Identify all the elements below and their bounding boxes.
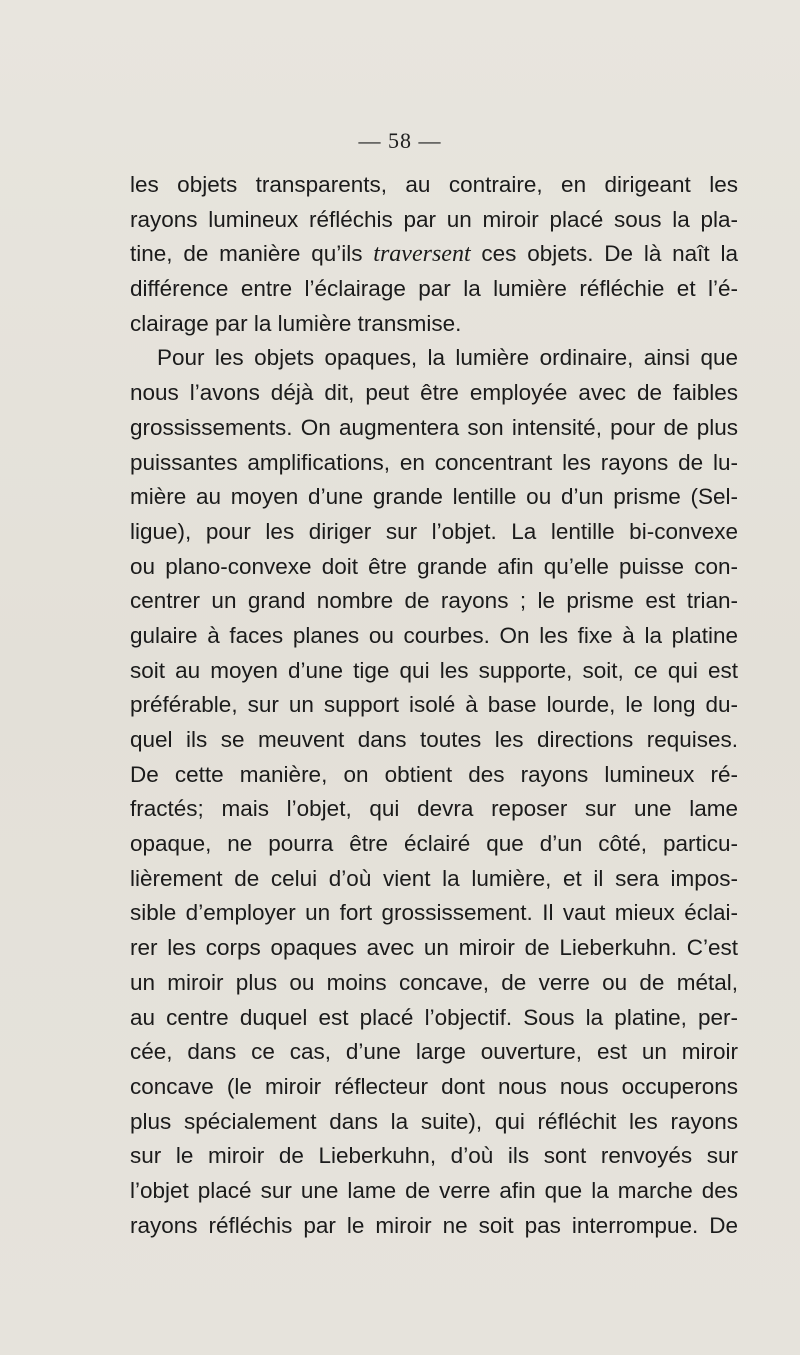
- text-line: quel ils se meuvent dans toutes les directions requises.: [130, 727, 738, 752]
- text-line: rayons réfléchis par le miroir ne soit pas interrompue. De: [130, 1212, 738, 1238]
- text-segment: ces objets. De là naît la: [470, 241, 738, 267]
- text-line: puissantes amplifications, en concentrant les rayons de lu-: [130, 449, 738, 475]
- text-line: rayons lumineux réfléchis par un miroir placé sous la pla-: [130, 206, 738, 232]
- text-line: l’objet placé sur une lame de verre afin que la marche des: [130, 1177, 738, 1203]
- text-line: ligue), pour les diriger sur l’objet. La lentille bi-convexe: [130, 518, 738, 544]
- text-line: opaque, ne pourra être éclairé que d’un côté, particu-: [130, 831, 738, 857]
- text-line: nous l’avons déjà dit, peut être employée avec de faibles: [130, 380, 738, 406]
- italic-word: traversent: [373, 241, 471, 268]
- text-line: fractés; mais l’objet, qui devra reposer sur une lame: [130, 796, 738, 822]
- body-text: [130, 168, 738, 1243]
- text-line: concave (le miroir réflecteur dont nous nous occuperons: [130, 1073, 738, 1099]
- text-line: différence entre l’éclairage par la lumière réfléchie et l’é-: [130, 276, 738, 302]
- text-line: lièrement de celui d’où vient la lumière, et il sera impos-: [130, 865, 738, 891]
- text-line: clairage par la lumière transmise.: [130, 310, 462, 336]
- text-line: sur le miroir de Lieberkuhn, d’où ils sont renvoyés sur: [130, 1143, 738, 1169]
- text-line: ou plano-convexe doit être grande afin qu’elle puisse con-: [130, 553, 738, 579]
- page-number: — 58 —: [358, 128, 442, 153]
- text-line: sible d’employer un fort grossissement. Il vaut mieux éclai-: [130, 900, 738, 926]
- text-line: préférable, sur un support isolé à base lourde, le long du-: [130, 692, 738, 718]
- text-line: soit au moyen d’une tige qui les supporte, soit, ce qui est: [130, 657, 738, 683]
- text-line: De cette manière, on obtient des rayons lumineux ré-: [130, 761, 738, 787]
- text-line: [130, 237, 738, 272]
- paragraph-start-line: Pour les objets opaques, la lumière ordinaire, ainsi que: [157, 345, 738, 371]
- text-segment: tine, de manière qu’ils: [130, 241, 374, 267]
- text-line: rer les corps opaques avec un miroir de Lieberkuhn. C’est: [130, 935, 738, 961]
- text-line: mière au moyen d’une grande lentille ou d’un prisme (Sel-: [130, 484, 738, 510]
- text-line: gulaire à faces planes ou courbes. On les fixe à la platine: [130, 622, 738, 648]
- text-line: cée, dans ce cas, d’une large ouverture, est un miroir: [130, 1039, 738, 1065]
- text-line: grossissements. On augmentera son intensité, pour de plus: [130, 414, 738, 440]
- text-line: au centre duquel est placé l’objectif. Sous la platine, per-: [130, 1004, 738, 1030]
- text-line: centrer un grand nombre de rayons ; le prisme est trian-: [130, 588, 738, 614]
- text-line: un miroir plus ou moins concave, de verre ou de métal,: [130, 969, 738, 995]
- text-line: les objets transparents, au contraire, en dirigeant les: [130, 172, 738, 197]
- text-line: plus spécialement dans la suite), qui réfléchit les rayons: [130, 1108, 738, 1134]
